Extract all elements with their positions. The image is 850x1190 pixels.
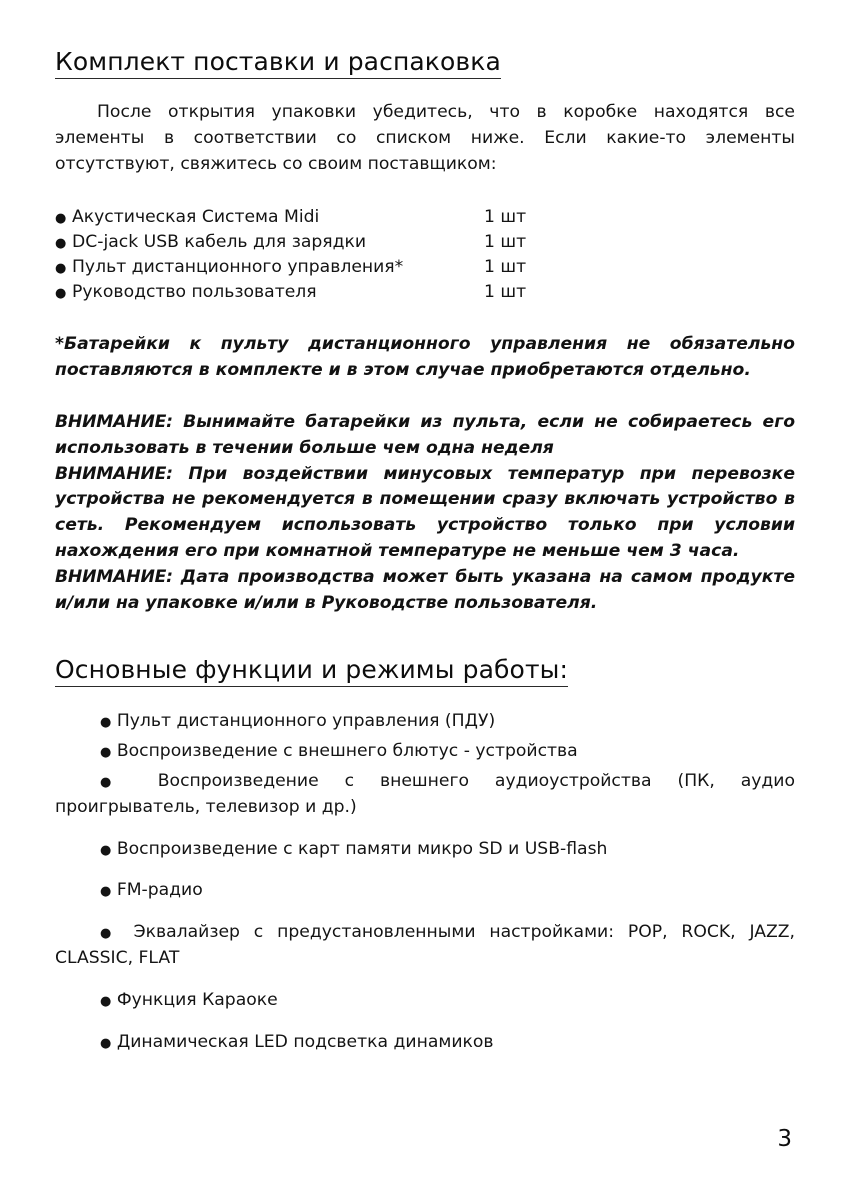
functions-item-label: Пульт дистанционного управления (ПДУ) [116, 711, 496, 732]
packing-list-item [55, 255, 795, 280]
packing-item-qty: 1 шт [484, 256, 527, 277]
packing-item-qty: 1 шт [484, 232, 527, 253]
functions-item-label: Динамическая LED подсветка динамиков [116, 1031, 494, 1052]
functions-list [55, 709, 795, 1055]
warning-item [55, 565, 795, 617]
functions-list-item [55, 920, 795, 972]
section-heading-functions: Основные функции и режимы работы: [55, 656, 568, 687]
bullet-icon: ● [55, 260, 67, 276]
functions-list-item [55, 878, 795, 904]
functions-item-label: Воспроизведение с карт памяти микро SD и USB-flash [116, 838, 608, 859]
packing-list-item [55, 205, 795, 230]
functions-list-item [55, 709, 795, 735]
functions-list-item [55, 988, 795, 1014]
section-heading-unpacking: Комплект поставки и распаковка [55, 48, 501, 79]
functions-item-label: Эквалайзер с предустановленными настройками: POP, ROCK, JAZZ, CLASSIC, FLAT [55, 922, 796, 969]
page-number: 3 [777, 1126, 792, 1152]
warnings-block [55, 410, 795, 616]
packing-list [55, 205, 795, 304]
warning-item [55, 410, 795, 462]
bullet-icon: ● [100, 993, 112, 1009]
bullet-icon: ● [100, 926, 120, 942]
intro-paragraph: После открытия упаковки убедитесь, что в коробке находятся все элементы в соответствии со списком ниже. Если какие-то элементы отсутствуют, свяжитесь со своим поставщиком: [55, 102, 795, 175]
packing-list-item [55, 230, 795, 255]
bullet-icon: ● [100, 775, 132, 791]
battery-footnote: *Батарейки к пульту дистанционного управления не обязательно поставляются в комплекте и в этом случае приобретаются отдельно. [55, 334, 795, 381]
section-heading-unpacking-wrap [55, 48, 795, 79]
section-heading-functions-wrap [55, 656, 795, 687]
warning-label: ВНИМАНИЕ: [55, 566, 173, 587]
packing-list-item [55, 280, 795, 305]
warning-label: ВНИМАНИЕ: [55, 463, 173, 484]
functions-list-item [55, 1030, 795, 1056]
bullet-icon: ● [100, 745, 112, 761]
bullet-icon: ● [100, 842, 112, 858]
bullet-icon: ● [100, 884, 112, 900]
bullet-icon: ● [55, 236, 67, 252]
bullet-icon: ● [100, 715, 112, 731]
packing-item-qty: 1 шт [484, 281, 527, 302]
warning-text: Вынимайте батарейки из пульта, если не собираетесь его использовать в течении больше чем одна неделя [55, 412, 796, 458]
warning-label: ВНИМАНИЕ: [55, 412, 173, 433]
page-content [55, 48, 795, 1055]
warning-text: Дата производства может быть указана на самом продукте и/или на упаковке и/или в Руководстве пользователя. [55, 566, 795, 613]
bullet-icon: ● [55, 285, 67, 301]
bullet-icon: ● [55, 211, 67, 227]
bullet-icon: ● [100, 1035, 112, 1051]
packing-item-name: Акустическая Система Midi [72, 207, 320, 228]
functions-item-label: Функция Караоке [116, 989, 278, 1010]
warning-item [55, 462, 795, 565]
functions-item-label: Воспроизведение с внешнего блютус - устройства [116, 741, 578, 762]
packing-item-name: DC-jack USB кабель для зарядки [72, 232, 367, 253]
functions-list-item [55, 769, 795, 821]
packing-item-name: Пульт дистанционного управления* [72, 256, 404, 277]
functions-item-label: Воспроизведение с внешнего аудиоустройства (ПК, аудио проигрыватель, телевизор и др.) [55, 771, 795, 817]
functions-list-item [55, 739, 795, 765]
functions-item-label: FM-радио [116, 880, 203, 901]
packing-item-name: Руководство пользователя [72, 281, 317, 302]
warning-text: При воздействии минусовых температур при перевозке устройства не рекомендуется в помещении сразу включать устройство в сеть. Рекомендуем использовать устройство только при условии нахождения его при комнатной температуре не меньше чем 3 часа. [55, 463, 795, 562]
functions-list-item [55, 837, 795, 863]
packing-item-qty: 1 шт [484, 207, 527, 228]
